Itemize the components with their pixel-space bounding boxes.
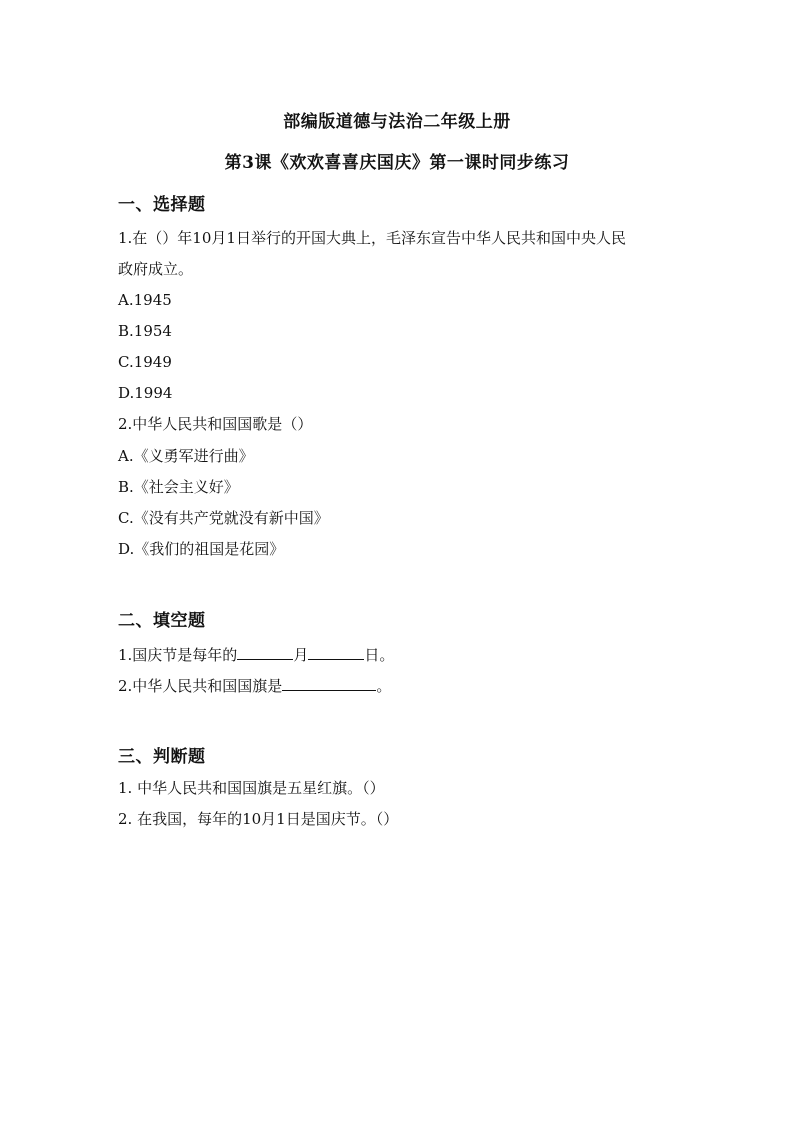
question-1-line-1: 1.在（）年10月1日举行的开国大典上，毛泽东宣告中华人民共和国中央人民 xyxy=(118,229,626,247)
fill-question-1-suffix: 日。 xyxy=(364,646,395,664)
fill-question-1-mid: 月 xyxy=(293,646,309,664)
question-2-option-a: A.《义勇军进行曲》 xyxy=(118,447,254,465)
question-1-option-b: B.1954 xyxy=(118,322,172,340)
question-2-option-b: B.《社会主义好》 xyxy=(118,478,239,496)
fill-question-2 xyxy=(118,674,391,696)
judge-question-2: 2. 在我国，每年的10月1日是国庆节。（） xyxy=(118,810,399,828)
question-1-line-2: 政府成立。 xyxy=(118,260,194,278)
judge-question-1: 1. 中华人民共和国国旗是五星红旗。（） xyxy=(118,779,385,797)
fill-question-1 xyxy=(118,643,394,665)
section-heading-fill: 二、填空题 xyxy=(118,611,206,631)
fill-question-2-prefix: 2.中华人民共和国国旗是 xyxy=(118,677,283,695)
document-subtitle: 第3课《欢欢喜喜庆国庆》第一课时同步练习 xyxy=(224,153,570,173)
question-1-option-a: A.1945 xyxy=(118,291,172,309)
question-2-text: 2.中华人民共和国国歌是（） xyxy=(118,415,313,433)
question-2-option-c: C.《没有共产党就没有新中国》 xyxy=(118,509,329,527)
fill-blank-flag[interactable] xyxy=(282,674,376,691)
fill-question-2-suffix: 。 xyxy=(376,677,392,695)
question-2-option-d: D.《我们的祖国是花园》 xyxy=(118,540,285,558)
section-heading-judge: 三、判断题 xyxy=(118,747,206,767)
fill-blank-month[interactable] xyxy=(237,643,293,660)
question-1-option-c: C.1949 xyxy=(118,353,172,371)
document-title: 部编版道德与法治二年级上册 xyxy=(283,112,511,132)
fill-question-1-prefix: 1.国庆节是每年的 xyxy=(118,646,238,664)
question-1-option-d: D.1994 xyxy=(118,384,173,402)
section-heading-choice: 一、选择题 xyxy=(118,195,206,215)
fill-blank-day[interactable] xyxy=(308,643,364,660)
